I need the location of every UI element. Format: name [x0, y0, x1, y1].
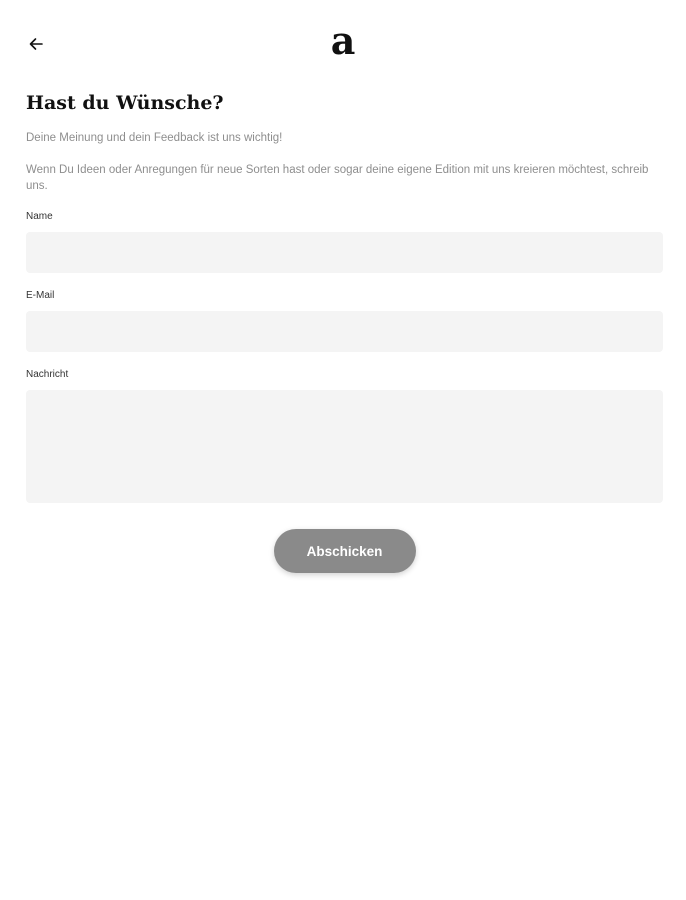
- submit-button[interactable]: Abschicken: [274, 529, 416, 573]
- page-title: Hast du Wünsche?: [26, 92, 224, 114]
- intro-text-1: Deine Meinung und dein Feedback ist uns wichtig!: [26, 132, 283, 144]
- message-textarea[interactable]: [26, 390, 663, 503]
- name-input[interactable]: [26, 232, 663, 273]
- email-input[interactable]: [26, 311, 663, 352]
- intro-text-2: Wenn Du Ideen oder Anregungen für neue Sorten hast oder sogar deine eigene Edition mit uns kreieren möchtest, schreib uns.: [26, 164, 649, 192]
- feedback-form-section: [26, 88, 663, 573]
- email-label: E-Mail: [26, 290, 55, 301]
- header: [0, 0, 686, 86]
- submit-row: [26, 529, 663, 573]
- name-label: Name: [26, 211, 53, 222]
- message-label: Nachricht: [26, 369, 69, 380]
- brand-logo[interactable]: a: [330, 18, 356, 63]
